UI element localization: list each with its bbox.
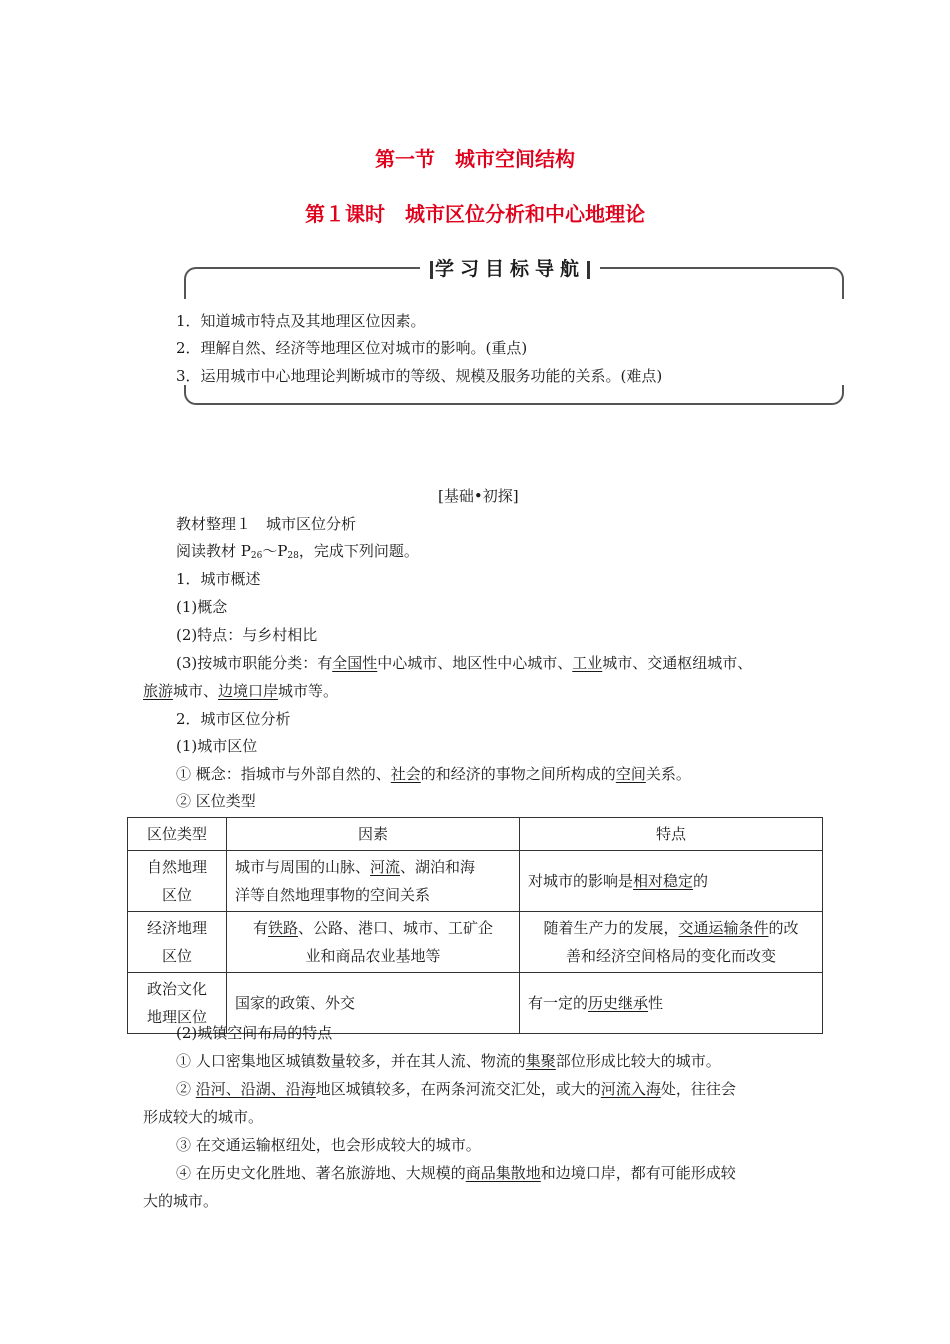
table-cell: 国家的政策、外交 xyxy=(227,973,520,1034)
objectives-frame-bottom xyxy=(184,385,844,405)
classify-line-1: (3)按城市职能分类：有全国性中心城市、地区性中心城市、工业城市、交通枢纽城市、 xyxy=(176,654,753,672)
table-row xyxy=(128,851,823,912)
objectives-banner-text: 学习目标导航 xyxy=(434,258,585,280)
table-cell: 自然地理 区位 xyxy=(128,851,227,912)
table-row xyxy=(128,912,823,973)
objective-item: 3．运用城市中心地理论判断城市的等级、规模及服务功能的关系。(难点) xyxy=(176,367,663,385)
table-header-cell: 区位类型 xyxy=(128,818,227,851)
layout-point-3: ③ 在交通运输枢纽处，也会形成较大的城市。 xyxy=(176,1136,481,1154)
section-title: 第一节 城市空间结构 xyxy=(375,147,575,171)
table-cell: 经济地理 区位 xyxy=(128,912,227,973)
heading-1: 1．城市概述 xyxy=(176,570,261,588)
reading-instruction: 阅读教材 $P_{26}\sim P_{28}$，完成下列问题。 xyxy=(176,542,419,561)
table-cell: 有一定的历史继承性 xyxy=(520,973,823,1034)
table-cell: 政治文化 地理区位 xyxy=(128,973,227,1034)
layout-title: (2)城镇空间布局的特点 xyxy=(176,1024,333,1042)
objectives-banner xyxy=(420,254,600,284)
table-header-row xyxy=(128,818,823,851)
table-cell: 有铁路、公路、港口、城市、工矿企 业和商品农业基地等 xyxy=(227,912,520,973)
layout-point-2-cont: 形成较大的城市。 xyxy=(143,1108,264,1126)
concept-item: (1)概念 xyxy=(176,598,228,616)
section-tag: [基础•初探] xyxy=(438,487,519,505)
layout-point-4-cont: 大的城市。 xyxy=(143,1192,219,1210)
table-cell: 随着生产力的发展，交通运输条件的改 善和经济空间格局的变化而改变 xyxy=(520,912,823,973)
objective-item: 1．知道城市特点及其地理区位因素。 xyxy=(176,312,426,330)
feature-item: (2)特点：与乡村相比 xyxy=(176,626,318,644)
table-cell: 城市与周围的山脉、河流、湖泊和海 洋等自然地理事物的空间关系 xyxy=(227,851,520,912)
heading-2: 2．城市区位分析 xyxy=(176,710,291,728)
table-cell: 对城市的影响是相对稳定的 xyxy=(520,851,823,912)
location-definition: ① 概念：指城市与外部自然的、社会的和经济的事物之间所构成的空间关系。 xyxy=(176,765,691,783)
table-header-cell: 特点 xyxy=(520,818,823,851)
location-type-table xyxy=(127,817,823,1034)
table-header-cell: 因素 xyxy=(227,818,520,851)
location-types: ② 区位类型 xyxy=(176,792,256,810)
lesson-title: 第１课时 城市区位分析和中心地理论 xyxy=(305,202,645,226)
layout-point-4: ④ 在历史文化胜地、著名旅游地、大规模的商品集散地和边境口岸，都有可能形成较 xyxy=(176,1164,736,1182)
layout-point-2: ② 沿河、沿湖、沿海地区城镇较多，在两条河流交汇处，或大的河流入海处，往往会 xyxy=(176,1080,736,1098)
classify-line-2: 旅游城市、边境口岸城市等。 xyxy=(143,682,339,700)
objective-item: 2．理解自然、经济等地理区位对城市的影响。(重点) xyxy=(176,339,528,357)
material-title: 教材整理１ 城市区位分析 xyxy=(176,515,357,533)
layout-point-1: ① 人口密集地区城镇数量较多，并在其人流、物流的集聚部位形成比较大的城市。 xyxy=(176,1052,721,1070)
location-item: (1)城市区位 xyxy=(176,737,258,755)
